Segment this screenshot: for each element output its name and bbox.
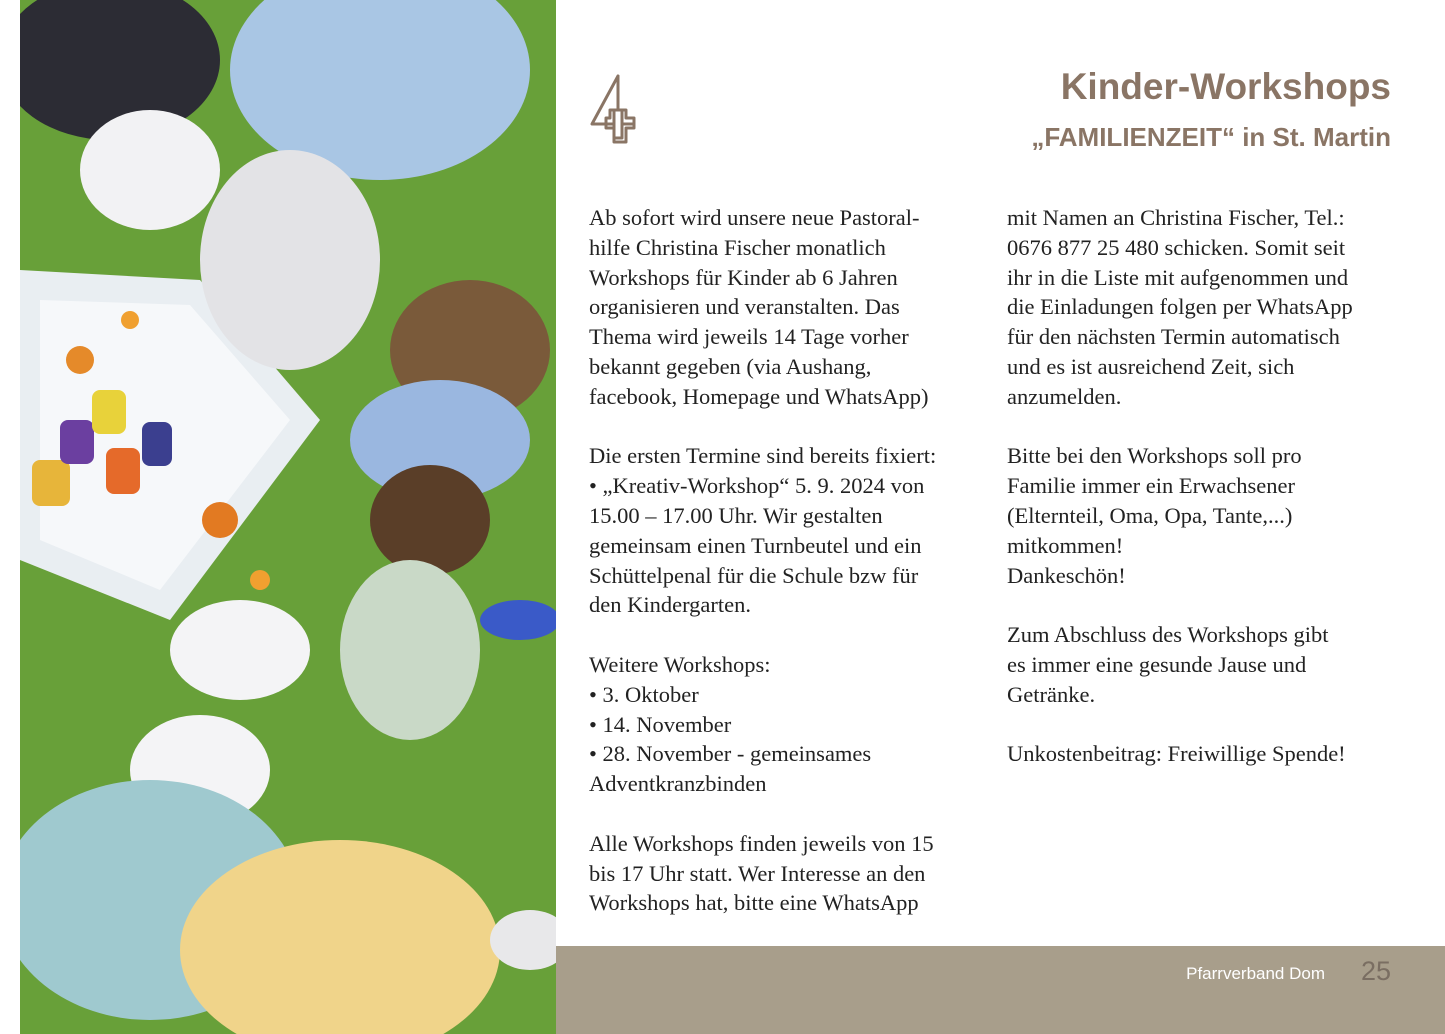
text-line: anzumelden. bbox=[1007, 383, 1122, 409]
text-line: Bitte bei den Workshops soll pro bbox=[1007, 443, 1302, 469]
text-line: und es ist ausreichend Zeit, sich bbox=[1007, 353, 1295, 379]
text-line: Alle Workshops finden jeweils von 15 bbox=[589, 830, 934, 856]
paragraph-times bbox=[589, 829, 981, 918]
text-line: (Elternteil, Oma, Opa, Tante,...) bbox=[1007, 502, 1293, 528]
workshop-photo bbox=[20, 0, 556, 1034]
paragraph-further-workshops bbox=[589, 650, 981, 799]
text-line: Die ersten Termine sind bereits fixiert: bbox=[589, 443, 937, 469]
text-line: facebook, Homepage und WhatsApp) bbox=[589, 383, 929, 409]
paragraph-first-dates bbox=[589, 441, 981, 620]
text-line: organisieren und veranstalten. Das bbox=[589, 294, 900, 320]
left-column bbox=[589, 203, 981, 948]
text-line: bis 17 Uhr statt. Wer Interesse an den bbox=[589, 860, 926, 886]
footer-publisher: Pfarrverband Dom bbox=[1186, 964, 1325, 983]
text-line: für den nächsten Termin automatisch bbox=[1007, 324, 1340, 350]
footer-bar bbox=[556, 946, 1445, 1034]
text-line: Zum Abschluss des Workshops gibt bbox=[1007, 622, 1329, 648]
text-line: mit Namen an Christina Fischer, Tel.: bbox=[1007, 205, 1345, 230]
text-line: Familie immer ein Erwachsener bbox=[1007, 473, 1296, 499]
text-line: hilfe Christina Fischer monatlich bbox=[589, 234, 886, 260]
page-title: Kinder-Workshops bbox=[1060, 66, 1391, 107]
paragraph-contact bbox=[1007, 203, 1399, 412]
text-line: Unkostenbeitrag: Freiwillige Spende! bbox=[1007, 741, 1346, 767]
list-item: • 28. November - gemeinsames bbox=[589, 741, 872, 767]
text-line: Dankeschön! bbox=[1007, 562, 1126, 588]
children-painting-illustration bbox=[20, 0, 556, 1034]
text-line: bekannt gegeben (via Aushang, bbox=[589, 353, 872, 379]
text-line: mitkommen! bbox=[1007, 532, 1124, 558]
text-line: gemeinsam einen Turnbeutel und ein bbox=[589, 532, 922, 558]
text-line: die Einladungen folgen per WhatsApp bbox=[1007, 294, 1353, 320]
list-item: • 14. November bbox=[589, 711, 732, 737]
text-line: ihr in die Liste mit aufgenommen und bbox=[1007, 264, 1349, 290]
text-line: Workshops für Kinder ab 6 Jahren bbox=[589, 264, 898, 290]
text-line: Ab sofort wird unsere neue Pastoral- bbox=[589, 205, 920, 230]
text-line: den Kindergarten. bbox=[589, 592, 752, 618]
text-line: 15.00 – 17.00 Uhr. Wir gestalten bbox=[589, 502, 883, 528]
text-line: • „Kreativ-Workshop“ 5. 9. 2024 von bbox=[589, 473, 925, 499]
text-line: Getränke. bbox=[1007, 681, 1096, 707]
paragraph-fee bbox=[1007, 739, 1399, 769]
text-line: Thema wird jeweils 14 Tage vorher bbox=[589, 324, 909, 350]
paragraph-intro bbox=[589, 203, 981, 412]
text-line: Adventkranzbinden bbox=[589, 771, 767, 797]
page-subtitle: „FAMILIENZEIT“ in St. Martin bbox=[1031, 122, 1391, 152]
page-number: 25 bbox=[1360, 956, 1391, 986]
paragraph-adult bbox=[1007, 441, 1399, 590]
text-line: 0676 877 25 480 schicken. Somit seit bbox=[1007, 234, 1346, 260]
right-column bbox=[1007, 203, 1399, 799]
text-line: Schüttelpenal für die Schule bzw für bbox=[589, 562, 919, 588]
text-line: Workshops hat, bitte eine WhatsApp bbox=[589, 890, 919, 916]
text-line: es immer eine gesunde Jause und bbox=[1007, 651, 1307, 677]
list-item: • 3. Oktober bbox=[589, 681, 699, 707]
text-line: Weitere Workshops: bbox=[589, 651, 771, 677]
numeral-four-cross-icon bbox=[588, 72, 642, 146]
paragraph-snack bbox=[1007, 620, 1399, 709]
